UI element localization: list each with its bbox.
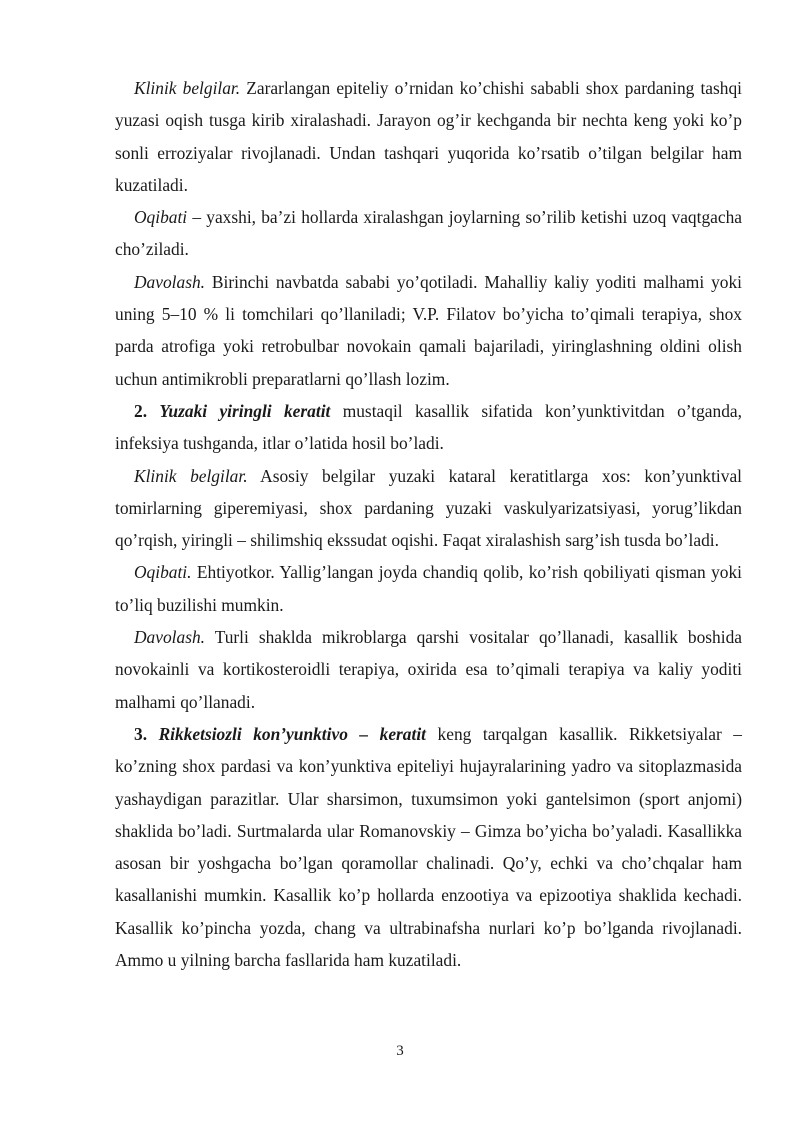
section-3-rickettsial-keratoconjunctivitis: [115, 718, 742, 976]
section-number: 2.: [134, 400, 148, 421]
section-2-purulent-keratitis: [115, 395, 742, 460]
paragraph-text: Zararlangan epiteliy o’rnidan ko’chishi sababli shox pardaning tashqi yuzasi oqish tusga kirib xiralashadi. Jarayon og’ir kechganda bir nechta keng yoki ko’p sonli erroziyalar rivojlanadi. Undan tashqari yuqorida ko’rsatib o’tilgan belgilar ham kuzatiladi.: [115, 78, 742, 195]
paragraph-text: mustaqil kasallik sifatida kon’yunktivitdan o’tganda, infeksiya tushganda, itlar o’latida hosil bo’ladi.: [115, 400, 742, 454]
paragraph-lead: Davolash.: [134, 627, 206, 648]
paragraph-outcome-2: [115, 556, 742, 621]
paragraph-clinical-signs-1: [115, 72, 742, 201]
body-text: [115, 72, 742, 976]
paragraph-treatment-2: [115, 621, 742, 718]
section-heading: Rikketsiozli kon’yunktivo – keratit: [158, 723, 427, 744]
paragraph-lead: Oqibati.: [134, 562, 192, 583]
paragraph-treatment-1: [115, 266, 742, 395]
page-number: 3: [396, 1043, 404, 1059]
section-heading: Yuzaki yiringli keratit: [159, 400, 331, 421]
paragraph-text: Asosiy belgilar yuzaki kataral keratitlarga xos: kon’yunktival tomirlarning giperemiyasi, shox pardaning yuzaki vaskulyarizatsiyasi, yorug’likdan qo’rqish, yiringli – shilimshiq ekssudat oqishi. Faqat xiralashish sarg’ish tusda bo’ladi.: [115, 465, 742, 551]
paragraph-outcome-1: [115, 201, 742, 266]
paragraph-text: keng tarqalgan kasallik. Rikketsiyalar – ko’zning shox pardasi va kon’yunktiva epiteliyi hujayralarining yadro va sitoplazmasida yashaydigan parazitlar. Ular sharsimon, tuxumsimon yoki gantelsimon (sport anjomi) shaklida bo’ladi. Surtmalarda ular Romanovskiy – Gimza bo’yicha bo’yaladi. Kasallikka asosan bir yoshgacha bo’lgan qoramollar chalinadi. Qo’y, echki va cho’chqalar ham kasallanishi mumkin. Kasallik ko’p hollarda enzootiya va epizootiya shaklida kechadi. Kasallik ko’pincha yozda, chang va ultrabinafsha nurlari ko’p bo’lganda rivojlanadi. Ammo u yilning barcha fasllarida ham kuzatiladi.: [115, 723, 742, 971]
paragraph-text: – yaxshi, ba’zi hollarda xiralashgan joylarning so’rilib ketishi uzoq vaqtgacha cho’ziladi.: [115, 207, 742, 260]
paragraph-lead: Oqibati: [134, 207, 188, 228]
paragraph-text: Birinchi navbatda sababi yo’qotiladi. Mahalliy kaliy yoditi malhami yoki uning 5–10 % li tomchilari qo’llaniladi; V.P. Filatov bo’yicha to’qimali terapiya, shox parda atrofiga yoki retrobulbar novokain qamali bajariladi, yiringlashning oldini olish uchun antimikrobli preparatlarni qo’llash lozim.: [115, 271, 742, 389]
paragraph-lead: Davolash.: [134, 271, 206, 292]
paragraph-clinical-signs-2: [115, 460, 742, 557]
section-number: 3.: [134, 723, 148, 744]
paragraph-lead: Klinik belgilar.: [134, 465, 248, 486]
paragraph-lead: Klinik belgilar.: [134, 78, 241, 98]
paragraph-text: Ehtiyotkor. Yallig’langan joyda chandiq qolib, ko’rish qobiliyati qisman yoki to’liq buzilishi mumkin.: [115, 562, 742, 615]
paragraph-text: Turli shaklda mikroblarga qarshi vositalar qo’llanadi, kasallik boshida novokainli va kortikosteroidli terapiya, oxirida esa to’qimali terapiya va kaliy yoditi malhami qo’llanadi.: [115, 627, 742, 712]
